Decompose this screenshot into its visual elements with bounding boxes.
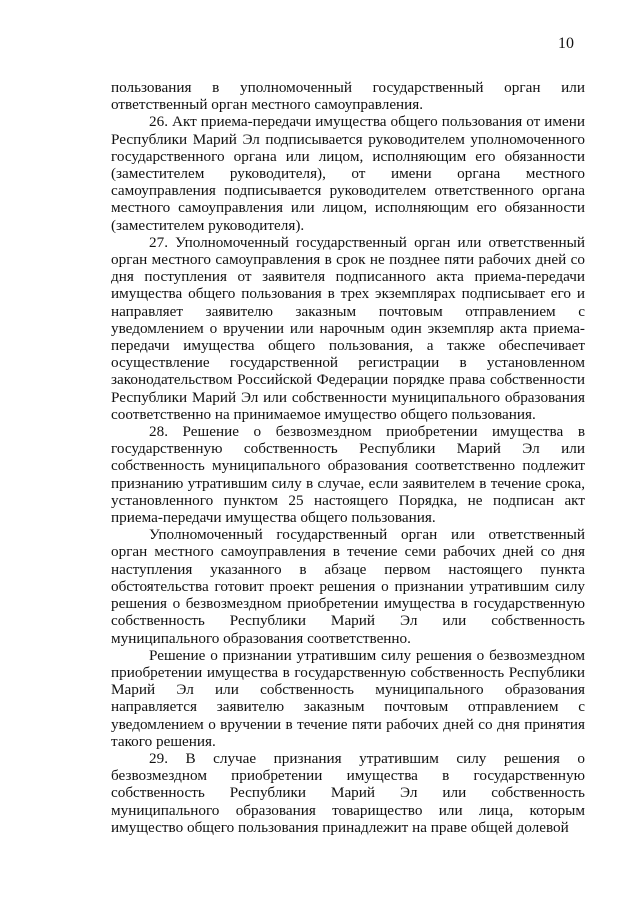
- paragraph-item-27: 27. Уполномоченный государственный орган или ответственный орган местного самоуправления в срок не позднее пяти рабочих дней со дня поступления от заявителя подписанного акта приема-передачи имущества общего пользования в трех экземплярах подписывает его и направляет заявителю заказным почтовым отправлением с уведомлением о вручении или нарочным один экземпляр акта приема-передачи имущества общего пользования, а также обеспечивает осуществление государственной регистрации в установленном законодательством Российской Федерации порядке права собственности Республики Марий Эл или собственности муниципального образования соответственно на принимаемое имущество общего пользования.: [111, 233, 585, 423]
- paragraph-item-28-part-3: Решение о признании утратившим силу решения о безвозмездном приобретении имущества в государственную собственность Республики Марий Эл или собственность муниципального образования направляется заявителю заказным почтовым отправлением с уведомлением о вручении в течение пяти рабочих дней со дня принятия такого решения.: [111, 646, 585, 750]
- paragraph-item-29: 29. В случае признания утратившим силу решения о безвозмездном приобретении имущества в государственную собственность Республики Марий Эл или собственность муниципального образования товарищество или лица, которым имущество общего пользования принадлежит на праве общей долевой: [111, 749, 585, 836]
- paragraph-item-26: 26. Акт приема-передачи имущества общего пользования от имени Республики Марий Эл подписывается руководителем уполномоченного государственного органа или лицом, исполняющим его обязанности (заместителем руководителя), от имени органа местного самоуправления подписывается руководителем ответственного органа местного самоуправления или лицом, исполняющим его обязанности (заместителем руководителя).: [111, 113, 585, 234]
- paragraph-item-28-part-2: Уполномоченный государственный орган или ответственный орган местного самоуправления в течение семи рабочих дней со дня наступления указанного в абзаце первом настоящего пункта обстоятельства готовит проект решения о признании утратившим силу решения о безвозмездном приобретении имущества в государственную собственность Республики Марий Эл или собственность муниципального образования соответственно.: [111, 526, 585, 647]
- paragraph-item-28: 28. Решение о безвозмездном приобретении имущества в государственную собственность Республики Марий Эл или собственность муниципального образования соответственно подлежит признанию утратившим силу в случае, если заявителем в течение срока, установленного пунктом 25 настоящего Порядка, не подписан акт приема-передачи имущества общего пользования.: [111, 423, 585, 527]
- paragraph-continuation: пользования в уполномоченный государственный орган или ответственный орган местного самоуправления.: [111, 79, 585, 114]
- document-body: [111, 79, 585, 836]
- page-number: 10: [558, 35, 574, 52]
